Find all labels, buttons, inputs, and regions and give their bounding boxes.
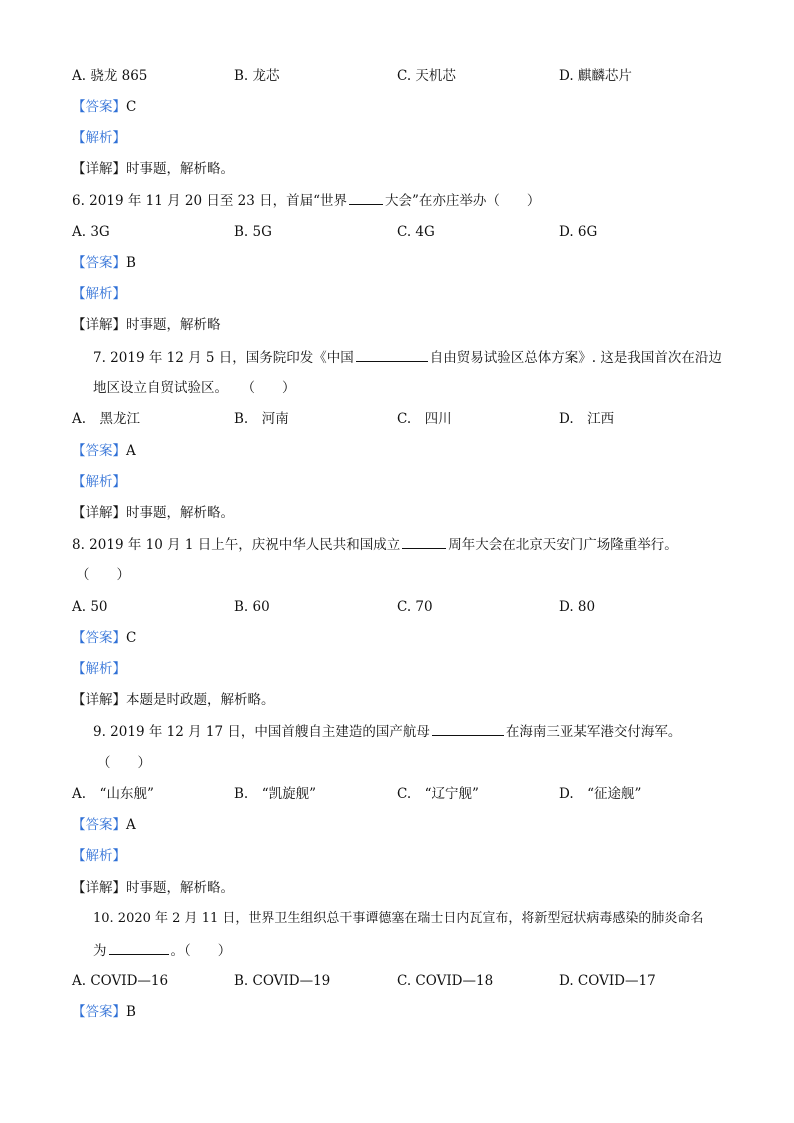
detail-label: 【详解】: [72, 161, 126, 177]
answer-label: 【答案】: [72, 1004, 126, 1020]
q7-option-d: D. 江西: [559, 411, 615, 427]
q7-answer-value: A: [126, 443, 136, 459]
q8-option-c: C. 70: [397, 599, 433, 615]
q6-option-b: B. 5G: [234, 224, 272, 240]
q6-stem: [72, 190, 540, 211]
q10-answer: [72, 1002, 136, 1022]
q9-option-b: B. “凯旋舰”: [234, 786, 317, 802]
q7-analysis: [72, 472, 126, 492]
q5-option-d: D. 麒麟芯片: [559, 68, 632, 84]
analysis-label: 【解析】: [72, 848, 126, 864]
q9-answer-value: A: [126, 817, 136, 833]
q9-option-d: D. “征途舰”: [559, 786, 642, 802]
q9-option-a: A. “山东舰”: [72, 786, 154, 802]
detail-label: 【详解】: [72, 692, 126, 708]
detail-label: 【详解】: [72, 317, 126, 333]
answer-label: 【答案】: [72, 817, 126, 833]
q5-analysis: [72, 128, 126, 148]
q9-option-c: C. “辽宁舰”: [397, 786, 479, 802]
q10-blank: [109, 940, 169, 955]
q10-answer-value: B: [126, 1004, 136, 1020]
q6-stem-part-b: 大会”在亦庄举办（ ）: [385, 193, 541, 209]
q10-stem-line-1: 10. 2020 年 2 月 11 日，世界卫生组织总干事谭德塞在瑞士日内瓦宣布，将新型冠状病毒感染的肺炎命名: [93, 911, 704, 926]
q6-option-c: C. 4G: [397, 224, 435, 240]
analysis-label: 【解析】: [72, 474, 126, 490]
q7-stem-part-a: 7. 2019 年 12 月 5 日，国务院印发《中国: [93, 350, 354, 366]
answer-label: 【答案】: [72, 255, 126, 271]
answer-label: 【答案】: [72, 99, 126, 115]
q8-stem-line-1: [72, 534, 678, 555]
analysis-label: 【解析】: [72, 286, 126, 302]
analysis-label: 【解析】: [72, 661, 126, 677]
q5-detail: [72, 159, 234, 179]
q9-stem-line-1: [93, 721, 681, 742]
detail-label: 【详解】: [72, 505, 126, 521]
answer-label: 【答案】: [72, 630, 126, 646]
q7-stem-line-2: 地区设立自贸试验区。 （ ）: [93, 380, 296, 396]
q7-options: [72, 409, 752, 429]
q8-answer: [72, 628, 136, 648]
q5-option-a: A. 骁龙 865: [72, 68, 148, 84]
q10-stem-part-c: 。（ ）: [170, 943, 232, 959]
analysis-label: 【解析】: [72, 130, 126, 146]
q9-blank: [432, 721, 504, 736]
q6-blank: [349, 190, 383, 205]
q8-stem-line-2: （ ）: [76, 567, 130, 583]
q8-options: [72, 597, 752, 617]
q7-option-b: B. 河南: [234, 411, 289, 427]
q9-detail: [72, 878, 234, 898]
q6-answer-value: B: [126, 255, 136, 271]
q6-option-a: A. 3G: [72, 224, 110, 240]
q7-stem-line-1: [93, 347, 722, 368]
q9-stem-part-a: 9. 2019 年 12 月 17 日，中国首艘自主建造的国产航母: [93, 724, 430, 740]
q8-stem-part-b: 周年大会在北京天安门广场隆重举行。: [448, 537, 678, 553]
q8-answer-value: C: [126, 630, 137, 646]
q8-detail: [72, 690, 275, 710]
q7-detail: [72, 503, 234, 523]
q8-detail-text: 本题是时政题，解析略。: [126, 692, 275, 708]
q7-answer: [72, 441, 136, 461]
q6-detail-text: 时事题，解析略: [126, 317, 221, 333]
q10-option-b: B. COVID—19: [234, 973, 331, 989]
q7-stem-part-b: 自由贸易试验区总体方案》. 这是我国首次在沿边: [429, 350, 722, 366]
q8-option-b: B. 60: [234, 599, 270, 615]
q5-option-b: B. 龙芯: [234, 68, 280, 84]
q10-stem-line-2: [93, 940, 231, 961]
q9-options: [72, 784, 752, 804]
q8-option-a: A. 50: [72, 599, 108, 615]
q5-answer: [72, 97, 136, 117]
q7-blank: [356, 347, 428, 362]
q10-option-a: A. COVID—16: [72, 973, 169, 989]
q5-answer-value: C: [126, 99, 137, 115]
q6-options: [72, 222, 752, 242]
q6-option-d: D. 6G: [559, 224, 598, 240]
q6-detail: [72, 315, 221, 335]
q10-stem-part-b: 为: [93, 943, 107, 959]
q7-option-c: C. 四川: [397, 411, 452, 427]
q5-options: [72, 66, 752, 86]
q10-options: [72, 971, 752, 991]
q6-stem-part-a: 6. 2019 年 11 月 20 日至 23 日，首届“世界: [72, 193, 348, 209]
answer-label: 【答案】: [72, 443, 126, 459]
q9-stem-line-2: （ ）: [97, 755, 151, 771]
q9-detail-text: 时事题，解析略。: [126, 880, 234, 896]
q7-detail-text: 时事题，解析略。: [126, 505, 234, 521]
detail-label: 【详解】: [72, 880, 126, 896]
q7-option-a: A. 黑龙江: [72, 411, 141, 427]
q6-answer: [72, 253, 136, 273]
q5-option-c: C. 天机芯: [397, 68, 456, 84]
q10-option-c: C. COVID—18: [397, 973, 494, 989]
q5-detail-text: 时事题，解析略。: [126, 161, 234, 177]
q6-analysis: [72, 284, 126, 304]
q8-analysis: [72, 659, 126, 679]
q8-stem-part-a: 8. 2019 年 10 月 1 日上午，庆祝中华人民共和国成立: [72, 537, 401, 553]
q8-option-d: D. 80: [559, 599, 596, 615]
q9-stem-part-b: 在海南三亚某军港交付海军。: [505, 724, 682, 740]
q9-answer: [72, 815, 136, 835]
q10-option-d: D. COVID—17: [559, 973, 656, 989]
q9-analysis: [72, 846, 126, 866]
q8-blank: [402, 534, 446, 549]
